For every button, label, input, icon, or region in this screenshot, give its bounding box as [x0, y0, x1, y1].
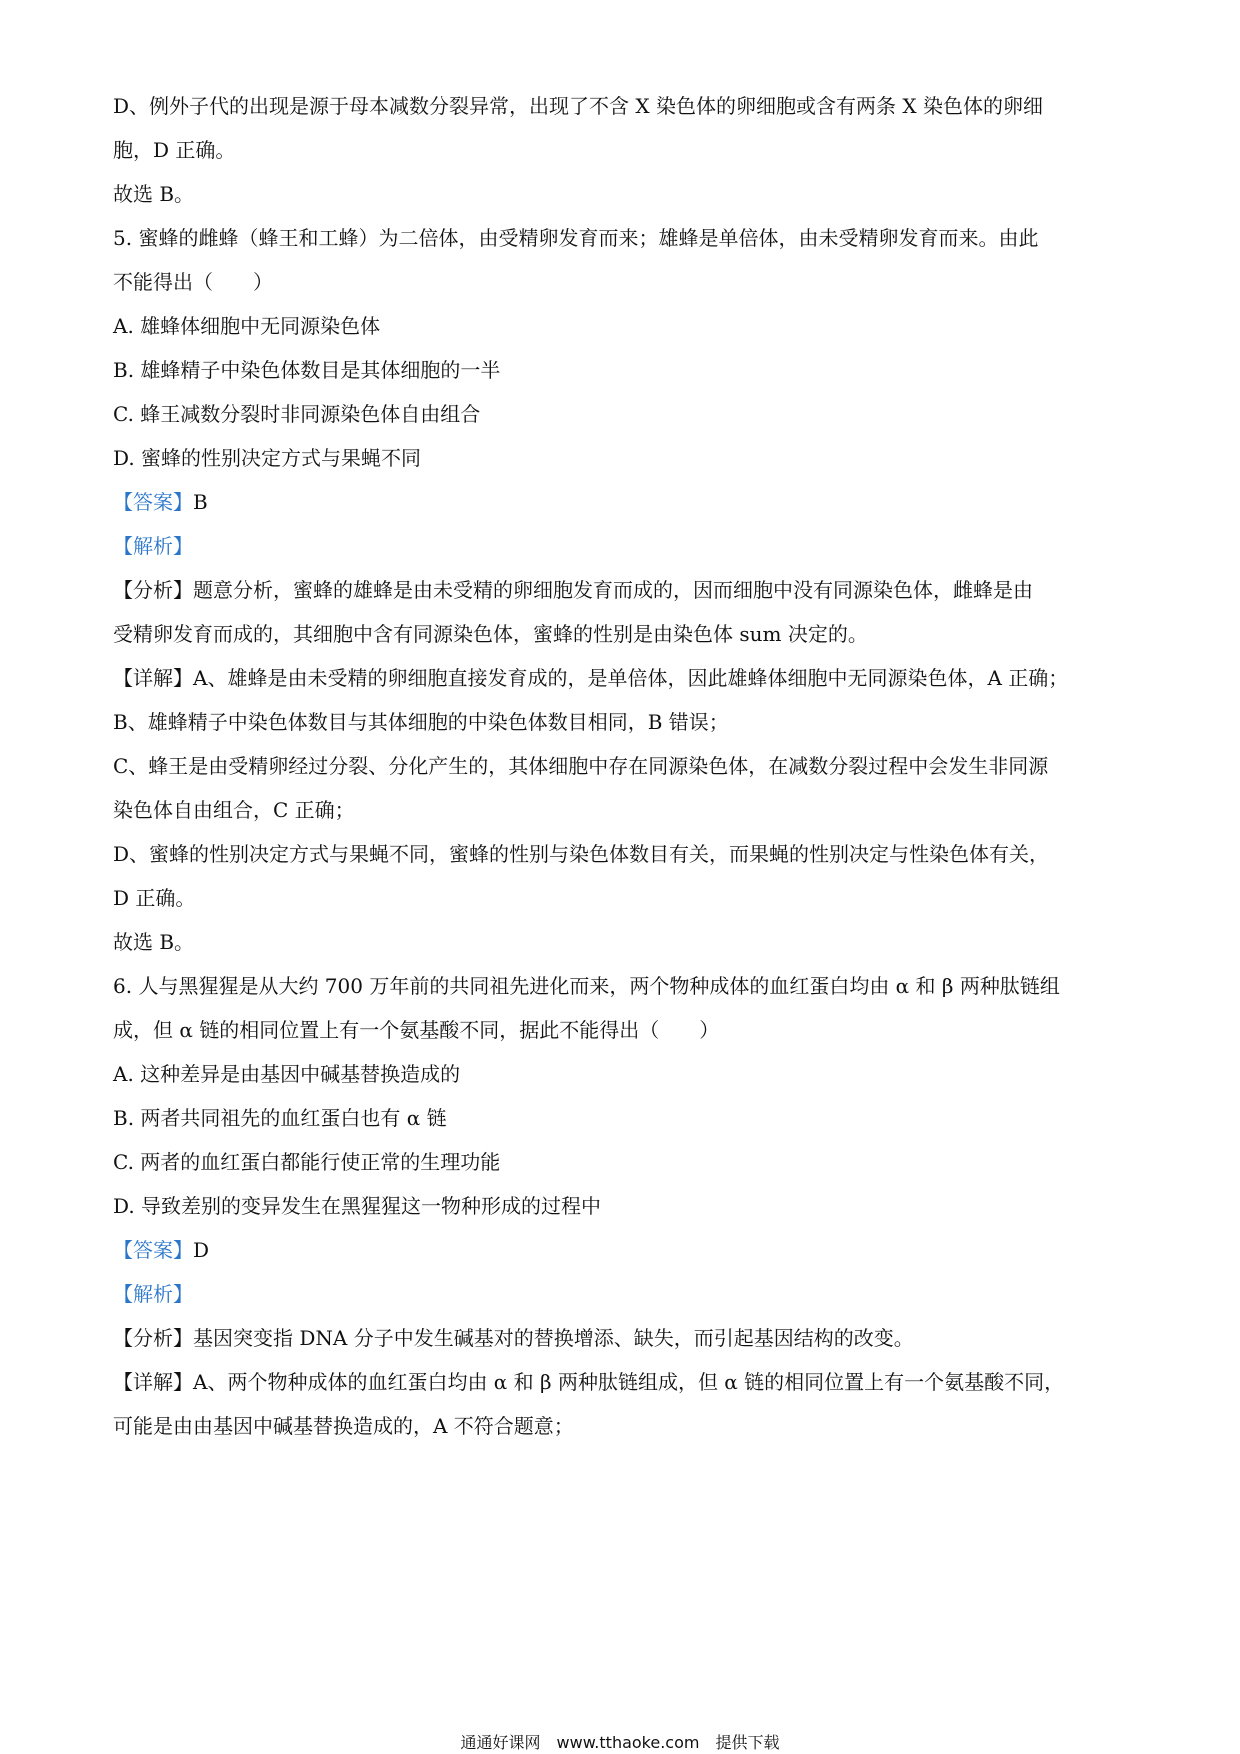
question-5-option-b: B. 雄蜂精子中染色体数目是其体细胞的一半 — [113, 358, 501, 382]
text-line: 【分析】基因突变指 DNA 分子中发生碱基对的替换增添、缺失，而引起基因结构的改变。 — [113, 1326, 914, 1350]
answer-label: 【答案】 — [113, 490, 193, 514]
question-5-option-d: D. 蜜蜂的性别决定方式与果蝇不同 — [113, 446, 422, 470]
text-line: 【详解】A、雄蜂是由未受精的卵细胞直接发育成的，是单倍体，因此雄蜂体细胞中无同源染色体，A 正确； — [113, 666, 1069, 690]
text-line: 可能是由由基因中碱基替换造成的，A 不符合题意； — [113, 1414, 574, 1438]
text-line: B、雄蜂精子中染色体数目与其体细胞的中染色体数目相同，B 错误； — [113, 710, 729, 734]
text-line: 故选 B。 — [113, 182, 195, 206]
answer-value: B — [193, 490, 208, 514]
analysis-label: 【解析】 — [113, 534, 193, 558]
answer-value: D — [193, 1238, 210, 1262]
question-5-stem: 5. 蜜蜂的雌蜂（蜂王和工蜂）为二倍体，由受精卵发育而来；雄蜂是单倍体，由未受精卵发育而来。由此 — [113, 226, 1039, 250]
question-6-option-c: C. 两者的血红蛋白都能行使正常的生理功能 — [113, 1150, 501, 1174]
text-line: D、蜜蜂的性别决定方式与果蝇不同，蜜蜂的性别与染色体数目有关，而果蝇的性别决定与性染色体有关， — [113, 842, 1050, 866]
text-line: 胞，D 正确。 — [113, 138, 236, 162]
text-line: 【分析】题意分析，蜜蜂的雄蜂是由未受精的卵细胞发育而成的，因而细胞中没有同源染色体，雌蜂是由 — [113, 578, 1033, 602]
page-footer: 通通好课网 www.tthaoke.com 提供下载 — [460, 1733, 780, 1752]
text-line: 【详解】A、两个物种成体的血红蛋白均由 α 和 β 两种肽链组成，但 α 链的相同位置上有一个氨基酸不同， — [113, 1370, 1065, 1394]
question-5-stem: 不能得出（ ） — [113, 270, 273, 294]
text-line: D、例外子代的出现是源于母本减数分裂异常，出现了不含 X 染色体的卵细胞或含有两条 X 染色体的卵细 — [113, 94, 1043, 118]
question-6-stem: 成，但 α 链的相同位置上有一个氨基酸不同，据此不能得出（ ） — [113, 1018, 720, 1042]
text-line: D 正确。 — [113, 886, 196, 910]
question-6-stem: 6. 人与黑猩猩是从大约 700 万年前的共同祖先进化而来，两个物种成体的血红蛋白均由 α 和 β 两种肽链组 — [113, 974, 1060, 998]
question-6-option-b: B. 两者共同祖先的血红蛋白也有 α 链 — [113, 1106, 447, 1130]
analysis-label: 【解析】 — [113, 1282, 193, 1306]
question-5-option-a: A. 雄蜂体细胞中无同源染色体 — [113, 314, 381, 338]
text-line: C、蜂王是由受精卵经过分裂、分化产生的，其体细胞中存在同源染色体，在减数分裂过程中会发生非同源 — [113, 754, 1049, 778]
answer-label: 【答案】 — [113, 1238, 193, 1262]
text-line: 染色体自由组合，C 正确； — [113, 798, 355, 822]
answer-6-row — [113, 1236, 1133, 1264]
text-line: 故选 B。 — [113, 930, 195, 954]
question-5-option-c: C. 蜂王减数分裂时非同源染色体自由组合 — [113, 402, 481, 426]
answer-5-row — [113, 488, 1133, 516]
text-line: 受精卵发育而成的，其细胞中含有同源染色体，蜜蜂的性别是由染色体 sum 决定的。 — [113, 622, 868, 646]
question-6-option-d: D. 导致差别的变异发生在黑猩猩这一物种形成的过程中 — [113, 1194, 602, 1218]
question-6-option-a: A. 这种差异是由基因中碱基替换造成的 — [113, 1062, 461, 1086]
